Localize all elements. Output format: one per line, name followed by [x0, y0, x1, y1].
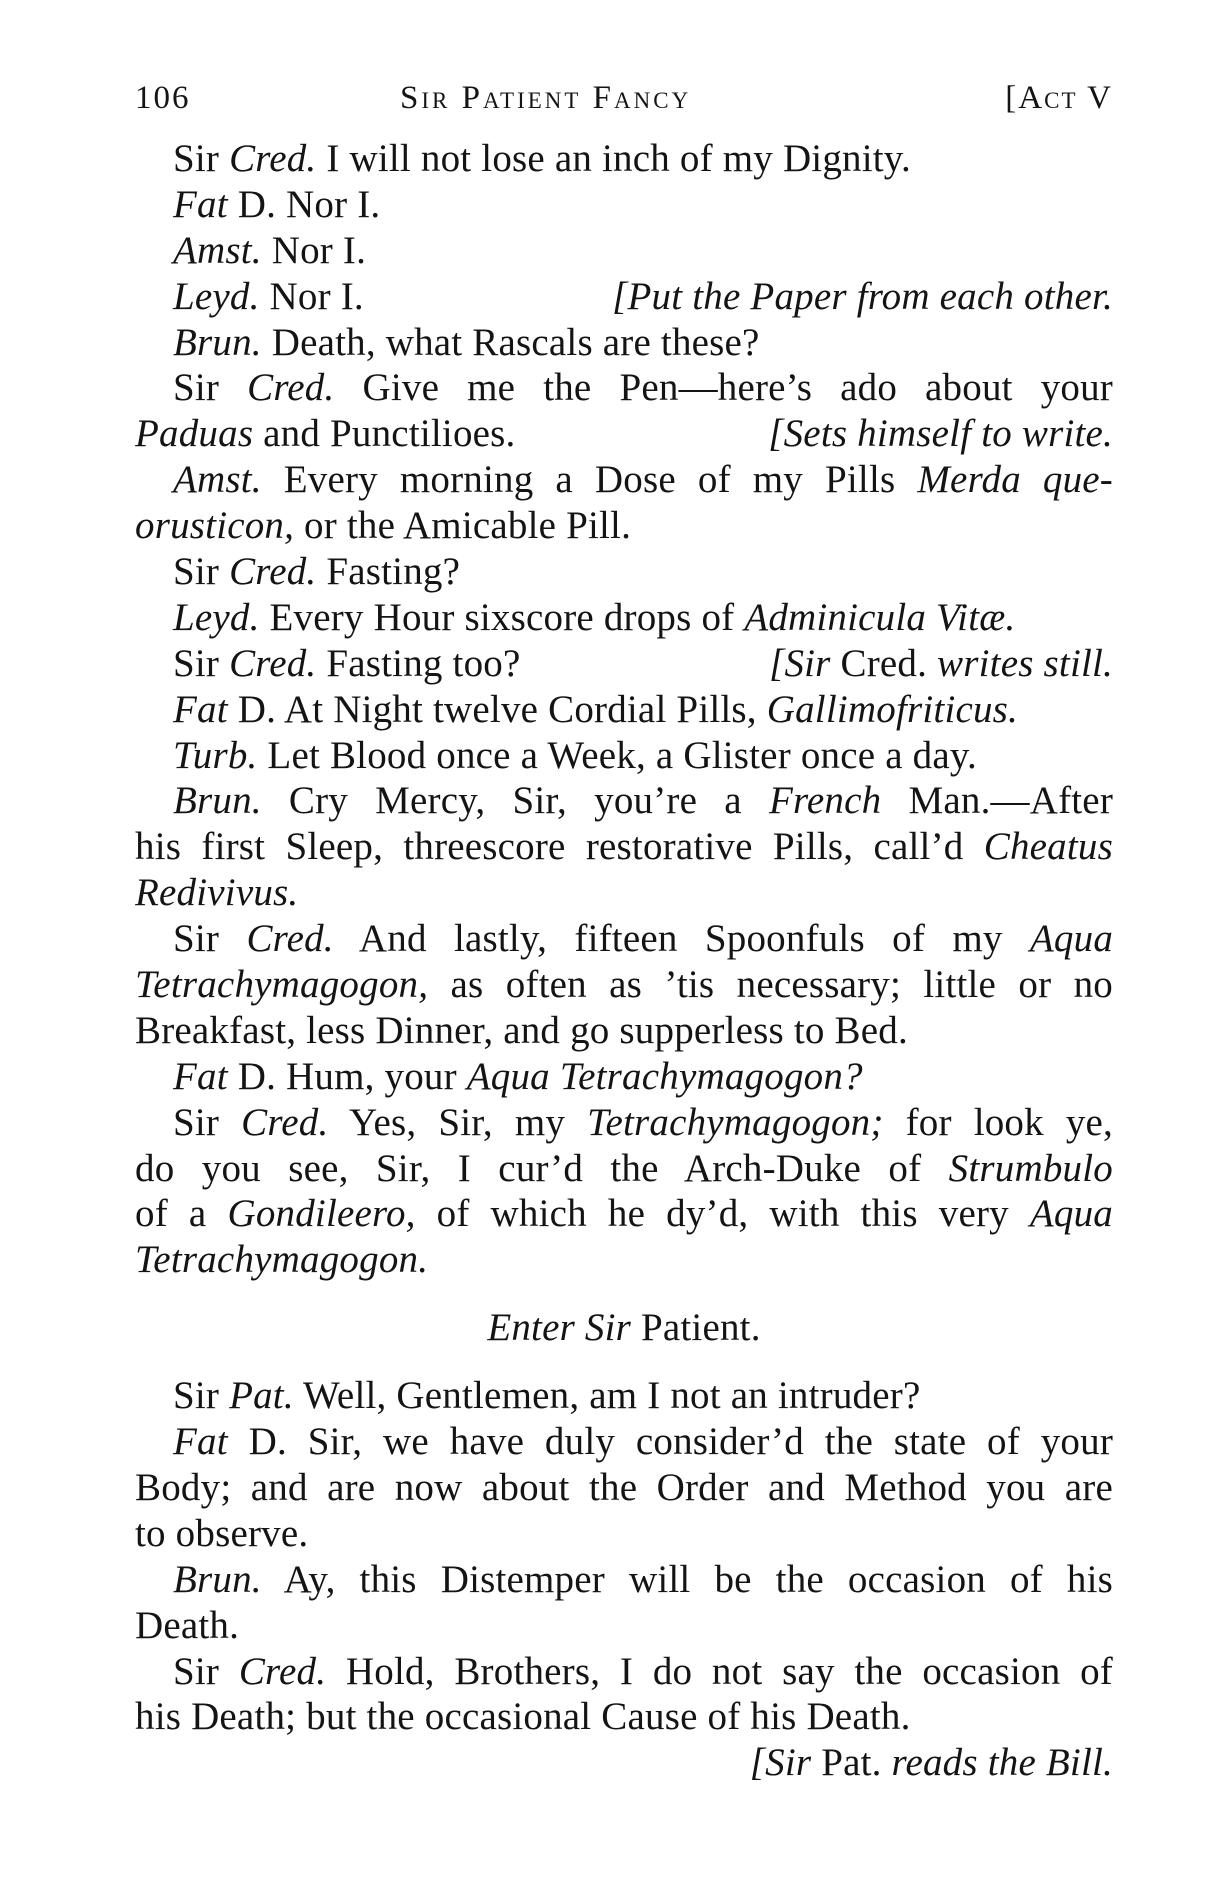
text-line: Leyd. Nor I. [Put the Paper from each other.	[173, 274, 1113, 318]
text-line: do you see, Sir, I cur’d the Arch-Duke of Strumbulo	[135, 1146, 1113, 1190]
text-line: Breakfast, less Dinner, and go supperless to Bed.	[135, 1008, 908, 1052]
text-line: Sir Cred. Fasting too? [Sir Cred. writes still.	[173, 641, 1113, 685]
running-header	[135, 80, 1113, 124]
text-line: his Death; but the occasional Cause of his Death.	[135, 1695, 911, 1739]
text-line: Amst. Every morning a Dose of my Pills Merda que-	[173, 458, 1113, 502]
text-line: Death.	[135, 1603, 240, 1647]
text-line: Tetrachymagogon, as often as ’tis necessary; little or no	[135, 963, 1113, 1007]
stage-direction-entrance: Enter Sir Patient.	[487, 1306, 761, 1350]
text-line: Tetrachymagogon.	[135, 1238, 429, 1282]
text-line: Brun. Death, what Rascals are these?	[173, 320, 760, 364]
text-line: Sir Cred. And lastly, fifteen Spoonfuls of my Aqua	[173, 917, 1113, 961]
text-line: Sir Cred. Hold, Brothers, I do not say the occasion of	[173, 1649, 1113, 1693]
text-line: Fat D. Hum, your Aqua Tetrachymagogon?	[173, 1054, 863, 1098]
play-text	[135, 136, 1113, 1786]
text-line: Amst. Nor I.	[173, 228, 367, 272]
text-line: Brun. Ay, this Distemper will be the occasion of his	[173, 1557, 1113, 1601]
text-line: Leyd. Every Hour sixscore drops of Adminicula Vitæ.	[173, 595, 1016, 639]
stage-direction: [Sets himself to write.	[768, 412, 1113, 456]
text-line: Paduas and Punctilioes. [Sets himself to write.	[135, 412, 1113, 456]
stage-direction: [Sir Pat. reads the Bill.	[749, 1741, 1113, 1785]
stage-direction: [Sir Cred. writes still.	[769, 641, 1113, 685]
text-line: Sir Cred. I will not lose an inch of my Dignity.	[173, 137, 911, 180]
text-line: Sir Pat. Well, Gentlemen, am I not an intruder?	[173, 1374, 921, 1418]
text-line: his first Sleep, threescore restorative Pills, call’d Cheatus	[135, 825, 1113, 869]
text-line: Fat D. Sir, we have duly consider’d the state of your	[173, 1420, 1113, 1464]
book-page	[135, 80, 1113, 1820]
text-line: Sir Cred. Yes, Sir, my Tetrachymagogon; for look ye,	[173, 1100, 1113, 1144]
text-line: Redivivus.	[135, 871, 299, 915]
text-line	[135, 1740, 1113, 1786]
text-line: Turb. Let Blood once a Week, a Glister once a day.	[173, 733, 977, 777]
text-line: Fat D. At Night twelve Cordial Pills, Gallimofriticus.	[173, 687, 1019, 731]
page-number: 106	[135, 80, 191, 116]
text-line: Fat D. Nor I.	[173, 182, 381, 226]
text-line: Body; and are now about the Order and Method you are	[135, 1465, 1113, 1509]
text-line: of a Gondileero, of which he dy’d, with this very Aqua	[135, 1192, 1113, 1236]
text-line: Sir Cred. Fasting?	[173, 550, 461, 594]
text-line: Sir Cred. Give me the Pen—here’s ado about your	[173, 366, 1113, 410]
text-line: to observe.	[135, 1511, 309, 1555]
text-line: Brun. Cry Mercy, Sir, you’re a French Man.—After	[173, 779, 1113, 823]
act-marker: [Act V	[1005, 80, 1113, 116]
text-line: orusticon, or the Amicable Pill.	[135, 504, 632, 548]
stage-direction: [Put the Paper from each other.	[612, 274, 1113, 318]
running-title: Sir Patient Fancy	[400, 80, 692, 116]
